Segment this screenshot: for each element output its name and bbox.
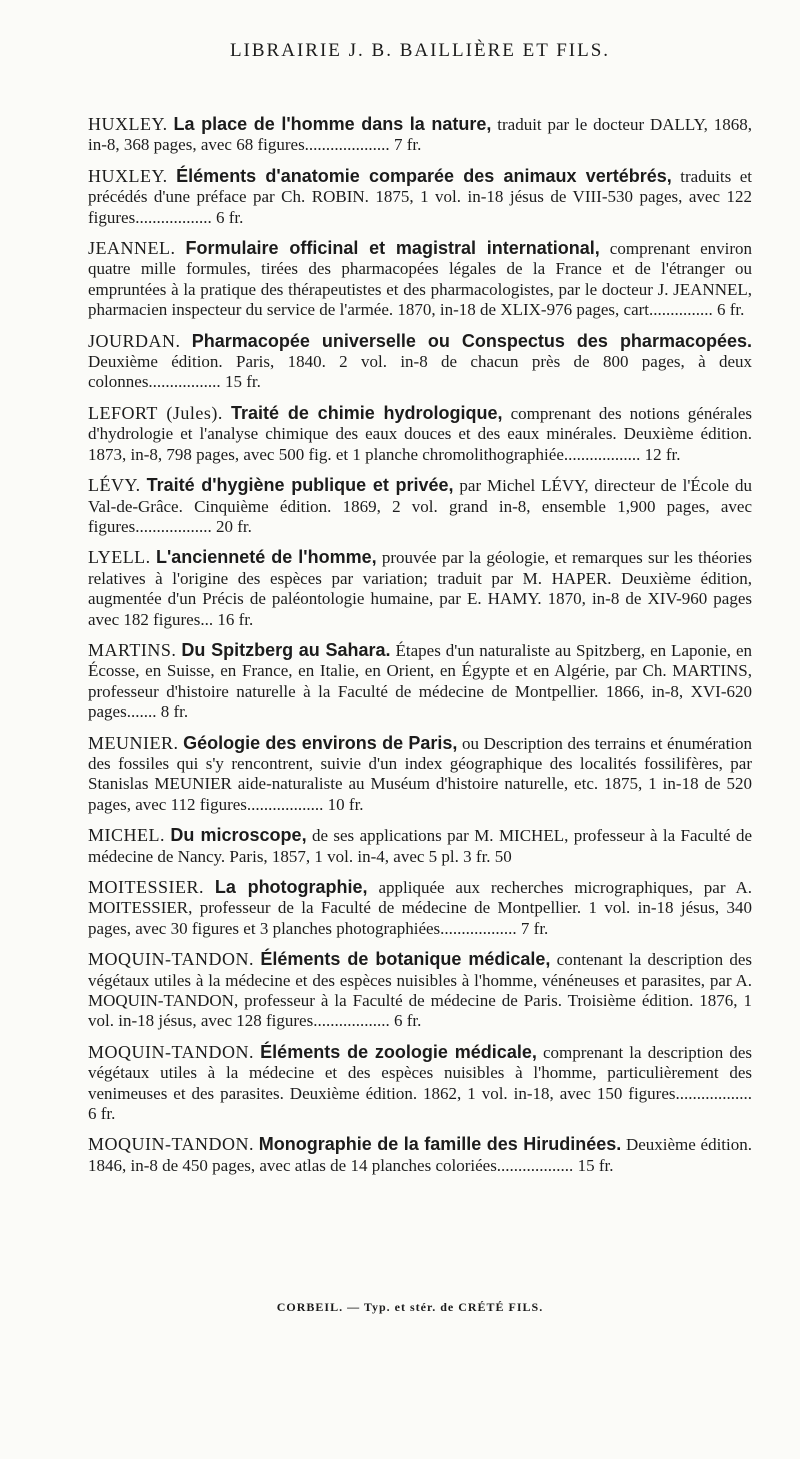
entry-text: comprenant des notions générales d'hydrologie et l'analyse chimique des eaux douces et des eaux minérales. Deuxième édition. 1873, in-8, 798 pages, avec 500 fig. et 1 planche chromolithographiée..................	[88, 403, 752, 464]
entry-text: de ses applications par M. MICHEL, professeur à la Faculté de médecine de Nancy. Paris, 1857, 1 vol. in-4, avec 5 pl.	[88, 826, 753, 866]
entry-text: contenant la description des végétaux utiles à la médecine et des espèces nuisibles à l'homme, vénéneuses et parasites, par A. MOQUIN-TANDON, professeur à la Faculté de médecine de Paris. Troisième édition. 1876, 1 vol. in-18 jésus, avec 128 figures..................	[88, 950, 752, 1031]
entry-title: La photographie,	[214, 877, 368, 897]
entry-author: MOQUIN-TANDON.	[88, 949, 255, 970]
catalog-entry	[88, 403, 752, 465]
entry-author: LÉVY.	[88, 475, 141, 496]
entry-title: Pharmacopée universelle ou Conspectus des pharmacopées.	[191, 330, 752, 351]
catalog-entry	[88, 640, 752, 723]
entry-author: MEUNIER.	[88, 732, 179, 753]
entry-text: appliquée aux recherches micrographiques, par A. MOITESSIER, professeur de la Faculté de médecine de Montpellier. 1 vol. in-18 jésus, 340 pages, avec 30 figures et 3 planches photographiées..................	[88, 878, 752, 938]
entry-title: Formulaire officinal et magistral international,	[185, 238, 600, 259]
entry-title: Éléments d'anatomie comparée des animaux vertébrés,	[176, 165, 672, 186]
entry-author: MOQUIN-TANDON.	[88, 1041, 255, 1062]
entry-price: 3 fr. 50	[463, 846, 512, 866]
entry-price: 20 fr.	[215, 516, 252, 536]
entry-author: JEANNEL.	[88, 238, 176, 259]
catalog-entry	[88, 238, 752, 321]
entry-text: prouvée par la géologie, et remarques sur les théories relatives à l'origine des espèces par variation; traduit par M. HAPER. Deuxième édition, augmentée d'un Précis de paléontologie humaine, par E. HAMY. 1870, in-8 de XIV-960 pages avec 182 figures...	[88, 548, 752, 629]
catalog-entry	[88, 114, 752, 156]
entry-title: Éléments de zoologie médicale,	[260, 1041, 537, 1062]
entry-text: Deuxième édition. 1846, in-8 de 450 pages, avec atlas de 14 planches coloriées..................	[88, 1135, 753, 1175]
entry-author: MOITESSIER.	[88, 877, 205, 897]
entry-price: 7 fr.	[520, 918, 549, 938]
entry-title: Traité d'hygiène publique et privée,	[146, 475, 454, 496]
entry-title: La place de l'homme dans la nature,	[173, 114, 492, 134]
catalog-entry	[88, 825, 752, 867]
entry-price: 15 fr.	[577, 1155, 614, 1175]
entry-title: Éléments de botanique médicale,	[260, 949, 551, 970]
entry-text: comprenant environ quatre mille formules, tirées des pharmacopées légales de la France et de l'étranger ou empruntées à la pratique des thérapeutistes et des pharmacologistes, par le docteur J. JEANNEL, pharmacien inspecteur du service de l'armée. 1870, in-18 de XLIX-976 pages, cart...............	[88, 239, 753, 320]
entry-title: Monographie de la famille des Hirudinées.	[258, 1134, 622, 1155]
entry-price: 10 fr.	[327, 794, 364, 814]
entry-title: Du microscope,	[170, 825, 307, 846]
entry-price: 8 fr.	[160, 702, 189, 722]
catalog-entry	[88, 733, 752, 816]
entry-author: HUXLEY.	[88, 165, 168, 186]
entry-price: 6 fr.	[717, 300, 745, 320]
entry-text: par Michel LÉVY, directeur de l'École du Val-de-Grâce. Cinquième édition. 1869, 2 vol. grand in-8, ensemble 1,900 pages, avec figures..................	[88, 476, 752, 536]
entry-price: 12 fr.	[644, 444, 681, 464]
catalog-entry	[88, 877, 752, 939]
entry-price: 7 fr.	[393, 135, 422, 155]
entry-text: comprenant la description des végétaux utiles à la médecine et des espèces nuisibles à l'homme, particulièrement des venimeuses et des parasites. Deuxième édition. 1862, 1 vol. in-18, avec 150 figures..................	[88, 1042, 752, 1103]
entry-text: Étapes d'un naturaliste au Spitzberg, en Laponie, en Écosse, en Suisse, en France, en Italie, en Orient, en Égypte et en Algérie, par Ch. MARTINS, professeur d'histoire naturelle à la Faculté de médecine de Montpellier. 1866, in-8, XVI-620 pages.......	[88, 640, 753, 722]
entry-price: 16 fr.	[217, 609, 254, 629]
entry-text: traduit par le docteur DALLY, 1868, in-8, 368 pages, avec 68 figures....................	[88, 115, 753, 155]
entry-text: traduits et précédés d'une préface par Ch. ROBIN. 1875, 1 vol. in-18 jésus de VIII-530 pages, avec 122 figures..................	[88, 166, 752, 227]
entry-price: 6 fr.	[88, 1104, 116, 1124]
catalog-entry	[88, 475, 752, 537]
entry-author: JOURDAN.	[88, 330, 181, 351]
entry-title: Du Spitzberg au Sahara.	[181, 639, 391, 660]
catalog-entry	[88, 1042, 752, 1125]
entry-price: 6 fr.	[215, 207, 244, 227]
catalog-entries	[88, 114, 752, 1176]
printer-imprint: CORBEIL. — Typ. et stér. de CRÉTÉ FILS.	[276, 1300, 544, 1314]
catalog-entry	[88, 1134, 752, 1176]
entry-author: HUXLEY.	[88, 114, 168, 134]
entry-text: Deuxième édition. Paris, 1840. 2 vol. in-8 de chacun près de 800 pages, à deux colonnes.................	[88, 352, 752, 392]
entry-title: Géologie des environs de Paris,	[183, 732, 458, 753]
entry-text: ou Description des terrains et énumération des fossiles qui s'y rencontrent, suivie d'un index géographique des localités fossilifères, par Stanislas MEUNIER aide-naturaliste au Muséum d'histoire naturelle, etc. 1875, 1 in-18 de 520 pages, avec 112 figures..................	[88, 733, 753, 814]
catalog-entry	[88, 331, 752, 393]
running-head: LIBRAIRIE J. B. BAILLIÈRE ET FILS.	[229, 40, 611, 61]
catalog-entry	[88, 949, 752, 1032]
entry-author: LYELL.	[88, 547, 151, 568]
catalog-entry	[88, 166, 752, 228]
catalog-entry	[88, 547, 752, 630]
entry-title: Traité de chimie hydrologique,	[231, 402, 503, 423]
entry-title: L'ancienneté de l'homme,	[155, 547, 377, 568]
entry-author: MICHEL.	[88, 825, 165, 846]
entry-price: 15 fr.	[224, 372, 261, 392]
entry-author: MARTINS.	[88, 639, 177, 660]
entry-author: MOQUIN-TANDON.	[88, 1134, 255, 1155]
entry-author: LEFORT (Jules).	[88, 402, 223, 423]
entry-price: 6 fr.	[393, 1011, 422, 1031]
